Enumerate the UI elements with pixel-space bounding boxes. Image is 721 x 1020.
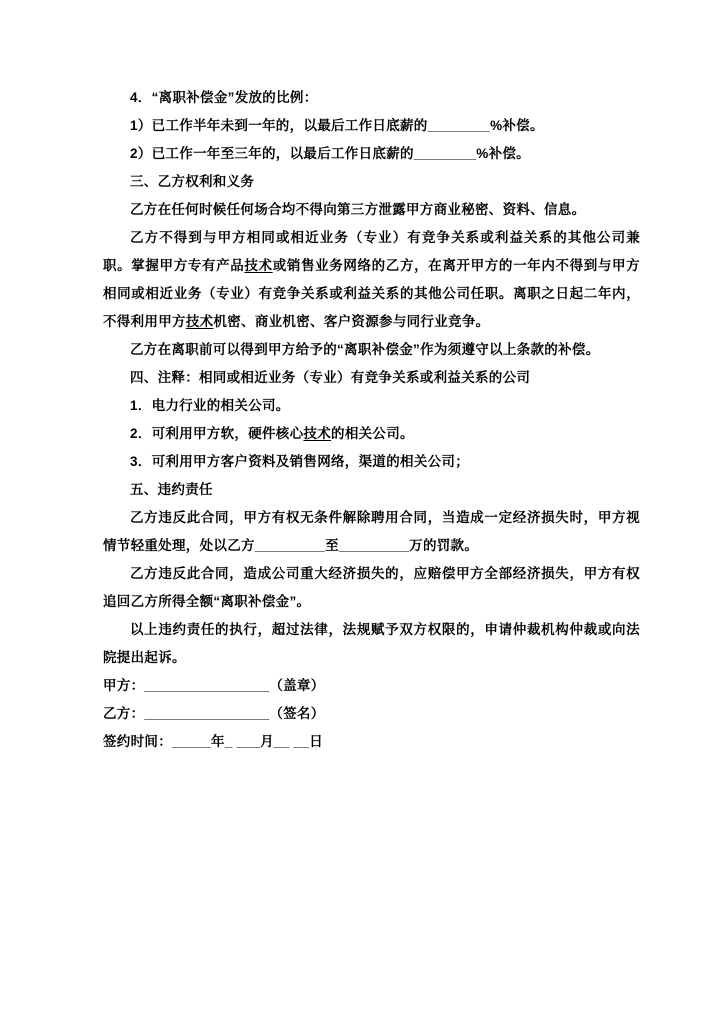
text-run: 的相关公司。 xyxy=(331,426,414,441)
paragraph xyxy=(103,84,640,112)
text-run: 乙方不得到与甲方相同或相近业务（专业）有竞争关系或利益关系的其他公司兼职。掌握甲方专有产品 xyxy=(103,230,640,273)
text-run: 2）已工作一年至三年的，以最后工作日底薪的________%补偿。 xyxy=(130,146,530,161)
text-run: 三、乙方权利和义务 xyxy=(130,174,255,189)
text-run: 以上违约责任的执行，超过法律，法规赋予双方权限的，申请仲裁机构仲裁或向法院提出起诉。 xyxy=(103,622,640,665)
paragraph xyxy=(103,420,640,448)
text-run: 4．“离职补偿金”发放的比例： xyxy=(130,90,318,105)
text-run: 1）已工作半年未到一年的，以最后工作日底薪的________%补偿。 xyxy=(130,118,544,133)
paragraph xyxy=(103,140,640,168)
text-run: 甲方：________________（盖章） xyxy=(103,678,325,693)
paragraph xyxy=(103,336,640,364)
text-run: 乙方：________________（签名） xyxy=(103,706,325,721)
paragraph xyxy=(103,504,640,560)
text-run: 乙方在离职前可以得到甲方给予的“离职补偿金”作为须遵守以上条款的补偿。 xyxy=(130,342,600,357)
document-body xyxy=(103,84,640,756)
text-run: 机密、商业机密、客户资源参与同行业竞争。 xyxy=(213,314,490,329)
paragraph xyxy=(103,700,640,728)
paragraph xyxy=(103,672,640,700)
paragraph xyxy=(103,616,640,672)
text-run: 签约时间：_____年_ ___月__ __日 xyxy=(103,734,324,749)
paragraph xyxy=(103,224,640,336)
text-run: 四、注释：相同或相近业务（专业）有竞争关系或利益关系的公司 xyxy=(130,370,531,385)
text-run: 五、违约责任 xyxy=(130,482,213,497)
text-run: 乙方违反此合同，甲方有权无条件解除聘用合同，当造成一定经济损失时，甲方视情节轻重处理，处以乙方_________至_________万的罚款。 xyxy=(103,510,640,553)
underlined-text: 技术 xyxy=(244,258,273,273)
paragraph xyxy=(103,168,640,196)
paragraph xyxy=(103,364,640,392)
underlined-text: 技术 xyxy=(303,426,332,441)
text-run: 乙方在任何时候任何场合均不得向第三方泄露甲方商业秘密、资料、信息。 xyxy=(130,202,586,217)
paragraph xyxy=(103,476,640,504)
underlined-text: 技术 xyxy=(185,314,214,329)
text-run: 3．可利用甲方客户资料及销售网络，渠道的相关公司； xyxy=(130,454,470,469)
text-run: 乙方违反此合同，造成公司重大经济损失的，应赔偿甲方全部经济损失，甲方有权追回乙方所得全额“离职补偿金”。 xyxy=(103,566,640,609)
paragraph xyxy=(103,196,640,224)
paragraph xyxy=(103,112,640,140)
text-run: 或销售业务网络的乙方，在离开甲方的一年内不得到与甲方相同或相近业务（专业）有竞争关系或利益关系的其他公司任职。离职之日起二年内，不得利用甲方 xyxy=(103,258,640,329)
paragraph xyxy=(103,728,640,756)
paragraph xyxy=(103,560,640,616)
text-run: 2．可利用甲方软，硬件核心 xyxy=(130,426,304,441)
paragraph xyxy=(103,448,640,476)
paragraph xyxy=(103,392,640,420)
text-run: 1．电力行业的相关公司。 xyxy=(130,398,290,413)
